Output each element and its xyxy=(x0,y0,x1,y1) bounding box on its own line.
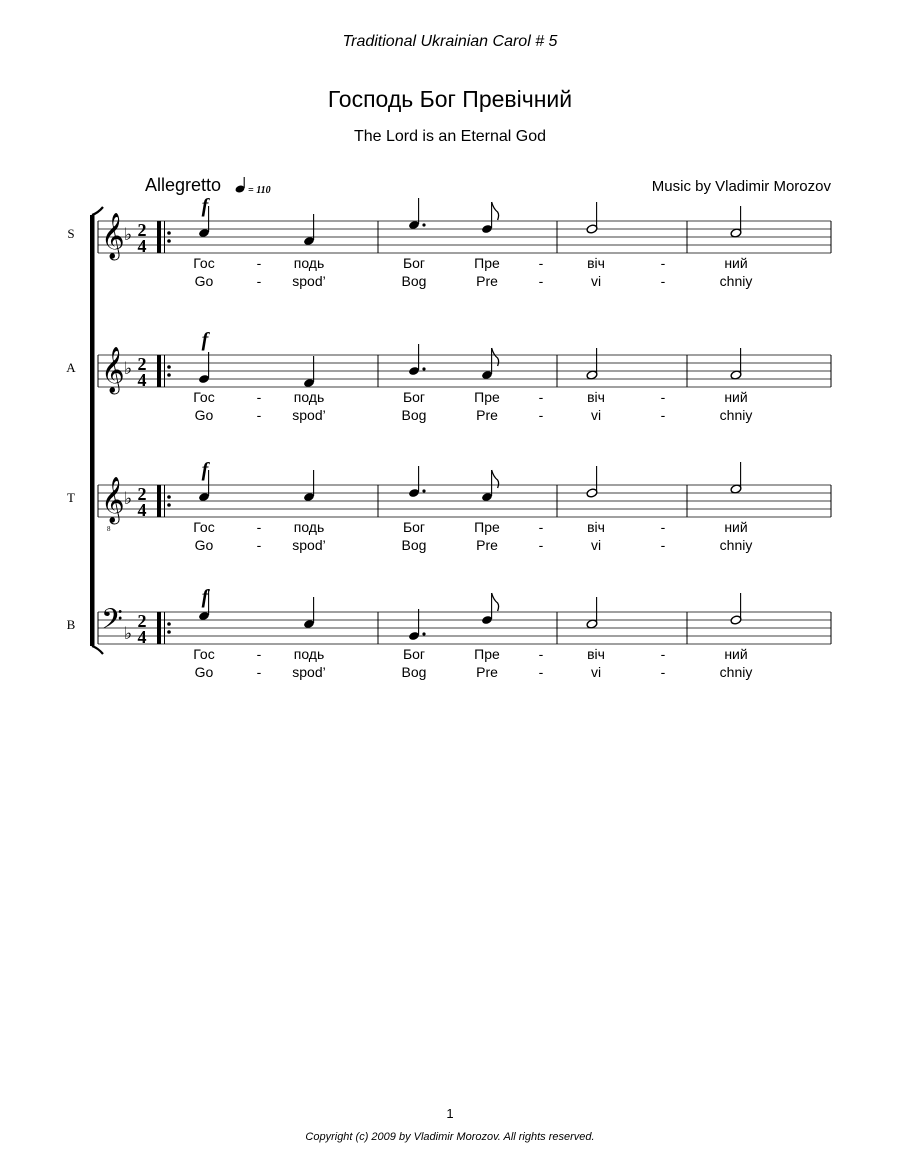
treble-clef-icon: 𝄞 xyxy=(101,477,125,523)
lyric-syllable-translit: - xyxy=(256,537,262,553)
dynamic-marking: f xyxy=(201,329,209,351)
voice-label-b: B xyxy=(66,617,76,632)
dotted-eighth-note xyxy=(408,198,426,230)
lyric-syllable-translit: Go xyxy=(194,537,214,553)
lyric-syllable: - xyxy=(538,519,544,535)
lyric-syllable-translit: spod’ xyxy=(292,407,326,423)
lyric-syllable-translit: vi xyxy=(590,537,602,553)
repeat-barline-thick xyxy=(157,221,161,253)
time-signature-top: 2 xyxy=(137,611,147,631)
quarter-note xyxy=(303,470,315,502)
lyric-syllable-translit: Bog xyxy=(401,664,427,680)
lyric-syllable-translit: - xyxy=(256,664,262,680)
quarter-note xyxy=(198,352,210,384)
lyric-syllable: - xyxy=(660,646,666,662)
lyric-syllable: Пре xyxy=(474,389,500,405)
lyric-syllable: ний xyxy=(724,255,748,271)
lyric-syllable-translit: Go xyxy=(194,273,214,289)
lyric-syllable-translit: - xyxy=(660,664,666,680)
lyric-syllable-translit: Go xyxy=(194,407,214,423)
lyric-syllable: Гос xyxy=(193,519,215,535)
lyric-syllable: - xyxy=(538,389,544,405)
lyric-syllable-translit: - xyxy=(660,537,666,553)
copyright-notice: Copyright (c) 2009 by Vladimir Morozov. All rights reserved. xyxy=(305,1131,595,1143)
half-note xyxy=(586,466,598,498)
lyric-syllable-translit: Pre xyxy=(476,664,498,680)
lyric-syllable-translit: Bog xyxy=(401,537,427,553)
lyric-syllable: - xyxy=(660,389,666,405)
repeat-barline-thick xyxy=(157,485,161,517)
lyric-syllable-translit: vi xyxy=(590,407,602,423)
bass-clef-icon: 𝄢 xyxy=(101,603,123,643)
repeat-barline-thick xyxy=(157,612,161,644)
time-signature-top: 2 xyxy=(137,354,147,374)
lyric-syllable: - xyxy=(256,389,262,405)
lyric-syllable: подь xyxy=(293,646,325,662)
lyric-syllable: Бог xyxy=(402,646,426,662)
half-note xyxy=(586,597,598,629)
lyric-syllable: Пре xyxy=(474,519,500,535)
lyric-syllable: подь xyxy=(293,519,325,535)
lyric-syllable-translit: vi xyxy=(590,664,602,680)
lyric-syllable-translit: Bog xyxy=(401,273,427,289)
treble-clef-icon: 𝄞 xyxy=(101,213,125,259)
repeat-dot xyxy=(167,373,171,377)
lyric-syllable-translit: - xyxy=(538,407,544,423)
repeat-barline-thick xyxy=(157,355,161,387)
lyric-syllable: - xyxy=(660,255,666,271)
lyric-syllable: - xyxy=(256,646,262,662)
lyric-syllable: - xyxy=(256,519,262,535)
time-signature-bottom: 4 xyxy=(137,500,147,520)
header-text: Traditional Ukrainian Carol # 5 xyxy=(342,33,558,50)
lyric-syllable: віч xyxy=(587,646,605,662)
lyric-syllable: ний xyxy=(724,519,748,535)
lyric-syllable-translit: - xyxy=(660,407,666,423)
treble-clef-icon: 𝄞 xyxy=(101,347,125,393)
lyric-syllable: віч xyxy=(587,255,605,271)
sixteenth-note xyxy=(481,348,499,380)
half-note xyxy=(730,206,742,238)
lyric-syllable-translit: chniy xyxy=(719,407,753,423)
lyric-syllable-translit: vi xyxy=(590,273,602,289)
lyric-syllable: Гос xyxy=(193,255,215,271)
flat-icon: ♭ xyxy=(124,624,133,644)
time-signature-bottom: 4 xyxy=(137,236,147,256)
lyric-syllable: Бог xyxy=(402,389,426,405)
repeat-dot xyxy=(167,630,171,634)
lyric-syllable: подь xyxy=(293,255,325,271)
repeat-dot xyxy=(167,503,171,507)
dynamic-marking: f xyxy=(201,459,209,481)
lyric-syllable: - xyxy=(538,255,544,271)
octave-mark-icon: 8 xyxy=(107,525,111,533)
repeat-dot xyxy=(167,495,171,499)
system-bracket xyxy=(90,207,103,654)
lyric-syllable: ний xyxy=(724,389,748,405)
time-signature-top: 2 xyxy=(137,484,147,504)
lyric-syllable: Гос xyxy=(193,646,215,662)
metronome-value: = 110 xyxy=(248,185,271,196)
lyric-syllable-translit: chniy xyxy=(719,537,753,553)
lyric-syllable-translit: spod’ xyxy=(292,537,326,553)
voice-label-t: T xyxy=(67,490,75,505)
lyric-syllable-translit: Go xyxy=(194,664,214,680)
lyric-syllable-translit: - xyxy=(256,407,262,423)
lyric-syllable: - xyxy=(256,255,262,271)
dynamic-marking: f xyxy=(201,586,209,608)
quarter-note xyxy=(303,356,315,388)
half-note xyxy=(730,593,742,625)
sixteenth-note xyxy=(481,470,499,502)
flat-icon: ♭ xyxy=(124,489,133,509)
lyric-syllable: Бог xyxy=(402,519,426,535)
lyric-syllable: ний xyxy=(724,646,748,662)
lyric-syllable-translit: - xyxy=(538,273,544,289)
flat-icon: ♭ xyxy=(124,225,133,245)
repeat-dot xyxy=(167,622,171,626)
lyric-syllable: подь xyxy=(293,389,325,405)
flat-icon: ♭ xyxy=(124,359,133,379)
lyric-syllable-translit: - xyxy=(538,664,544,680)
voice-label-a: A xyxy=(66,360,76,375)
repeat-dot xyxy=(167,231,171,235)
composer-credit: Music by Vladimir Morozov xyxy=(651,178,831,195)
time-signature-top: 2 xyxy=(137,220,147,240)
lyric-syllable: віч xyxy=(587,389,605,405)
lyric-syllable-translit: chniy xyxy=(719,273,753,289)
lyric-syllable-translit: Bog xyxy=(401,407,427,423)
half-note xyxy=(730,462,742,494)
lyric-syllable: Пре xyxy=(474,646,500,662)
lyric-syllable-translit: - xyxy=(538,537,544,553)
page-subtitle: The Lord is an Eternal God xyxy=(353,128,547,145)
dynamic-marking: f xyxy=(201,195,209,217)
time-signature-bottom: 4 xyxy=(137,627,147,647)
lyric-syllable-translit: spod’ xyxy=(292,273,326,289)
lyric-syllable: - xyxy=(660,519,666,535)
half-note xyxy=(586,348,598,380)
lyric-syllable-translit: - xyxy=(256,273,262,289)
lyric-syllable-translit: - xyxy=(660,273,666,289)
time-signature-bottom: 4 xyxy=(137,370,147,390)
half-note xyxy=(730,348,742,380)
quarter-note xyxy=(303,597,315,629)
lyric-syllable-translit: chniy xyxy=(719,664,753,680)
page-number: 1 xyxy=(446,1106,454,1121)
lyric-syllable: - xyxy=(538,646,544,662)
lyric-syllable-translit: Pre xyxy=(476,537,498,553)
repeat-dot xyxy=(167,365,171,369)
lyric-syllable-translit: Pre xyxy=(476,273,498,289)
lyric-syllable: Гос xyxy=(193,389,215,405)
half-note xyxy=(586,202,598,234)
lyric-syllable: Пре xyxy=(474,255,500,271)
repeat-dot xyxy=(167,239,171,243)
voice-label-s: S xyxy=(67,226,75,241)
lyric-syllable-translit: Pre xyxy=(476,407,498,423)
quarter-note xyxy=(303,214,315,246)
lyric-syllable-translit: spod’ xyxy=(292,664,326,680)
lyric-syllable: Бог xyxy=(402,255,426,271)
metronome-note-icon xyxy=(235,177,246,194)
page-title: Господь Бог Превічний xyxy=(327,86,573,112)
tempo-marking: Allegretto xyxy=(145,175,222,195)
lyric-syllable: віч xyxy=(587,519,605,535)
